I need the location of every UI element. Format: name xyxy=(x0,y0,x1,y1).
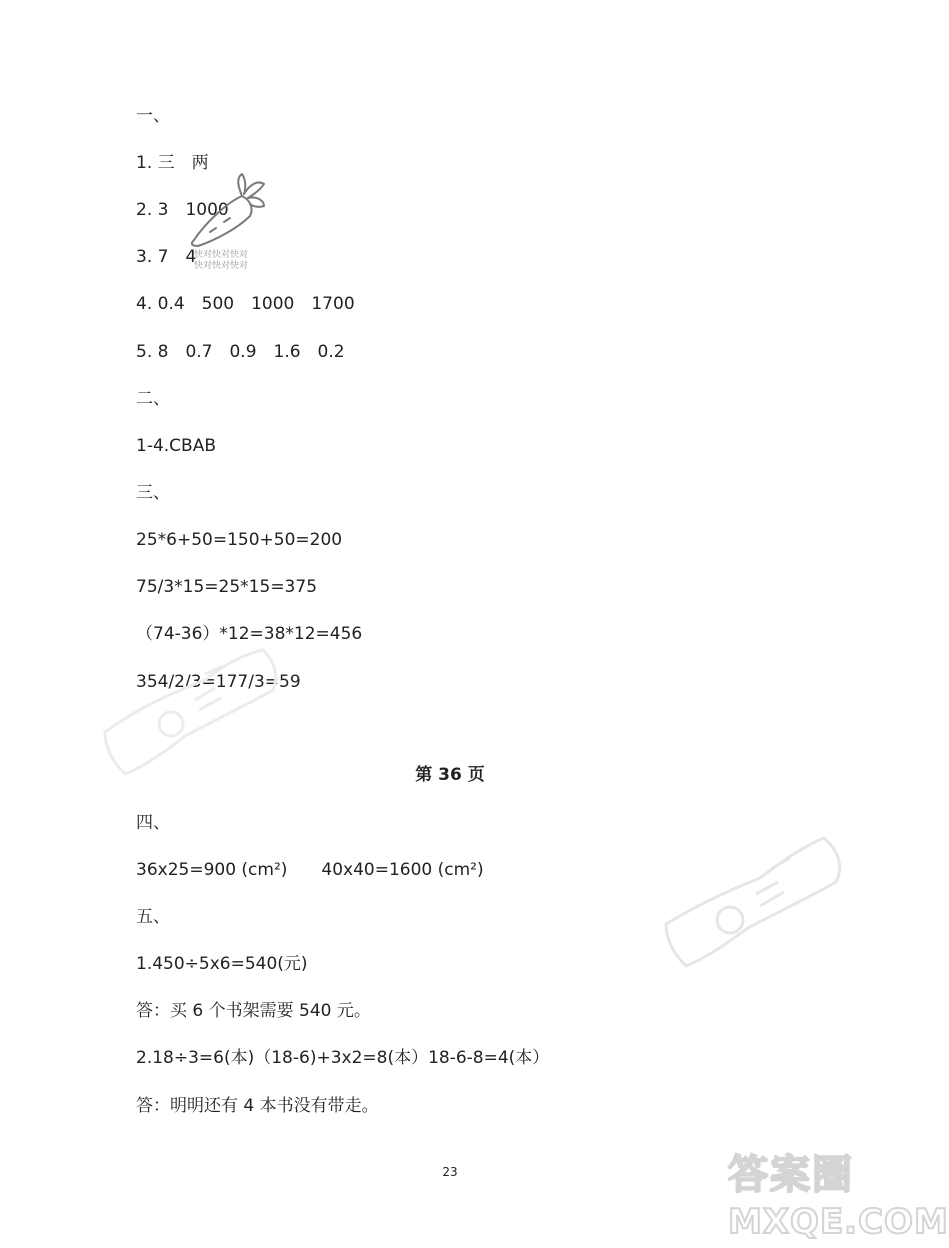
stamp-watermark-left xyxy=(95,640,335,790)
calc-line-2: 75/3*15=25*15=375 xyxy=(136,577,318,597)
site-logo-top-text: 答案圈 xyxy=(728,1152,854,1198)
carrot-watermark xyxy=(176,166,268,278)
section-heading-4: 四、 xyxy=(136,813,170,833)
problem-2-calc: 2.18÷3=6(本)（18-6)+3x2=8(本）18-6-8=4(本） xyxy=(136,1048,550,1068)
section-heading-1: 一、 xyxy=(136,106,170,126)
answer-line-1: 1. 三 两 xyxy=(136,153,209,173)
answer-line-3: 3. 7 4 xyxy=(136,247,197,267)
site-logo-bottom-text: MXQE.COM xyxy=(728,1202,949,1242)
section-heading-5: 五、 xyxy=(136,907,170,927)
stamp-watermark-right xyxy=(660,820,890,980)
problem-1-calc: 1.450÷5x6=540(元) xyxy=(136,954,308,974)
calc-line-1: 25*6+50=150+50=200 xyxy=(136,530,343,550)
answer-line-2: 2. 3 1000 xyxy=(136,200,229,220)
site-logo-watermark xyxy=(724,1150,949,1248)
stamp-watermark-icon xyxy=(660,820,890,980)
answer-line-5: 5. 8 0.7 0.9 1.6 0.2 xyxy=(136,342,345,362)
problem-1-answer: 答：买 6 个书架需要 540 元。 xyxy=(136,1001,371,1021)
stamp-watermark-icon xyxy=(95,640,335,790)
carrot-watermark-text: 快对快对快对 快对快对快对 xyxy=(194,250,249,271)
problem-2-answer: 答：明明还有 4 本书没有带走。 xyxy=(136,1096,379,1116)
calc-line-4: 354/2/3=177/3=59 xyxy=(136,672,301,692)
page-number: 23 xyxy=(442,1165,458,1179)
answer-choice-line: 1-4.CBAB xyxy=(136,436,216,456)
page-heading: 第 36 页 xyxy=(415,765,485,785)
section-heading-2: 二、 xyxy=(136,389,170,409)
area-calc-line: 36x25=900 (cm²) 40x40=1600 (cm²) xyxy=(136,860,484,880)
section-heading-3: 三、 xyxy=(136,483,170,503)
calc-line-3: （74-36）*12=38*12=456 xyxy=(136,624,363,644)
answer-line-4: 4. 0.4 500 1000 1700 xyxy=(136,294,355,314)
